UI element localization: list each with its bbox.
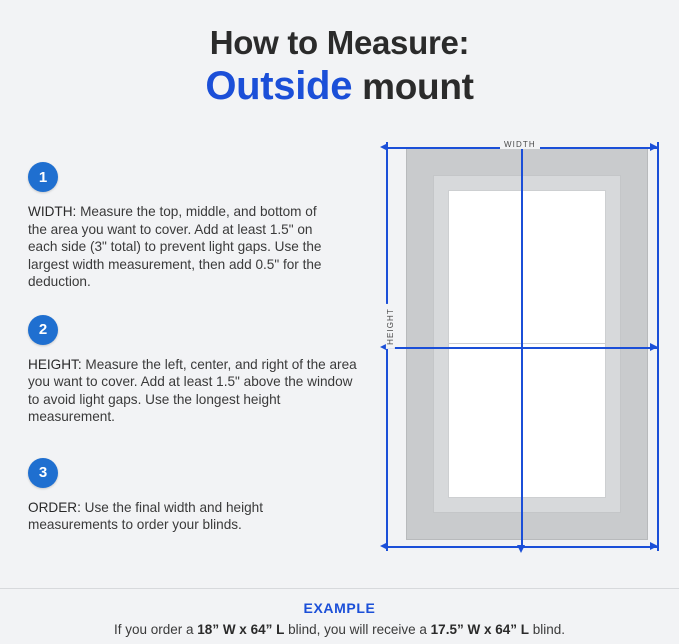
step-item-order — [28, 458, 376, 534]
height-label: HEIGHT — [386, 304, 395, 349]
step-body-order: Use the final width and height measurements to order your blinds. — [28, 499, 263, 532]
title-accent-word: Outside — [205, 64, 353, 108]
step-badge-3: 3 — [28, 458, 58, 488]
step-label-height: HEIGHT: — [28, 356, 82, 372]
footer-received-size: 17.5” W x 64” L — [430, 622, 529, 637]
window-outer-frame — [406, 148, 648, 540]
footer-order-size: 18” W x 64” L — [197, 622, 285, 637]
footer-title: EXAMPLE — [303, 600, 376, 616]
center-width-arrow-right-icon — [650, 343, 658, 351]
step-badge-2: 2 — [28, 315, 58, 345]
width-label: WIDTH — [500, 140, 540, 149]
step-item-width — [28, 162, 376, 291]
page-title — [0, 24, 679, 109]
footer-middle: blind, you will receive a — [284, 622, 431, 637]
center-height-arrow-down-icon — [517, 545, 525, 553]
footer-example — [0, 600, 679, 637]
step-body-width: Measure the top, middle, and bottom of the area you want to cover. Add at least 1.5" on each side (3" total) to prevent light gaps. Use the largest width measurement, then add 0.5" for the deduction. — [28, 204, 322, 289]
step-body-height: Measure the left, center, and right of the area you want to cover. Add at least 1.5" above the window to avoid light gaps. Use the longest height measurement. — [28, 356, 357, 424]
step-text-1 — [28, 203, 338, 291]
window-pane-top — [448, 190, 606, 345]
window-inner-frame — [433, 175, 621, 513]
step-text-2 — [28, 356, 358, 426]
step-badge-1: 1 — [28, 162, 58, 192]
title-line-1: How to Measure: — [209, 24, 470, 61]
step-label-width: WIDTH: — [28, 204, 77, 219]
window-diagram — [378, 134, 666, 559]
center-width-line — [386, 347, 658, 349]
title-mount-word: mount — [352, 66, 474, 107]
title-line-2 — [0, 64, 679, 109]
step-text-3 — [28, 499, 328, 534]
steps-list — [28, 162, 376, 552]
step-item-height — [28, 315, 376, 426]
footer-prefix: If you order a — [114, 622, 198, 637]
footer-text — [0, 622, 679, 637]
footer-suffix: blind. — [528, 622, 565, 637]
footer-divider — [0, 588, 679, 589]
step-label-order: ORDER: — [28, 499, 81, 515]
window-pane-bottom — [448, 343, 606, 498]
